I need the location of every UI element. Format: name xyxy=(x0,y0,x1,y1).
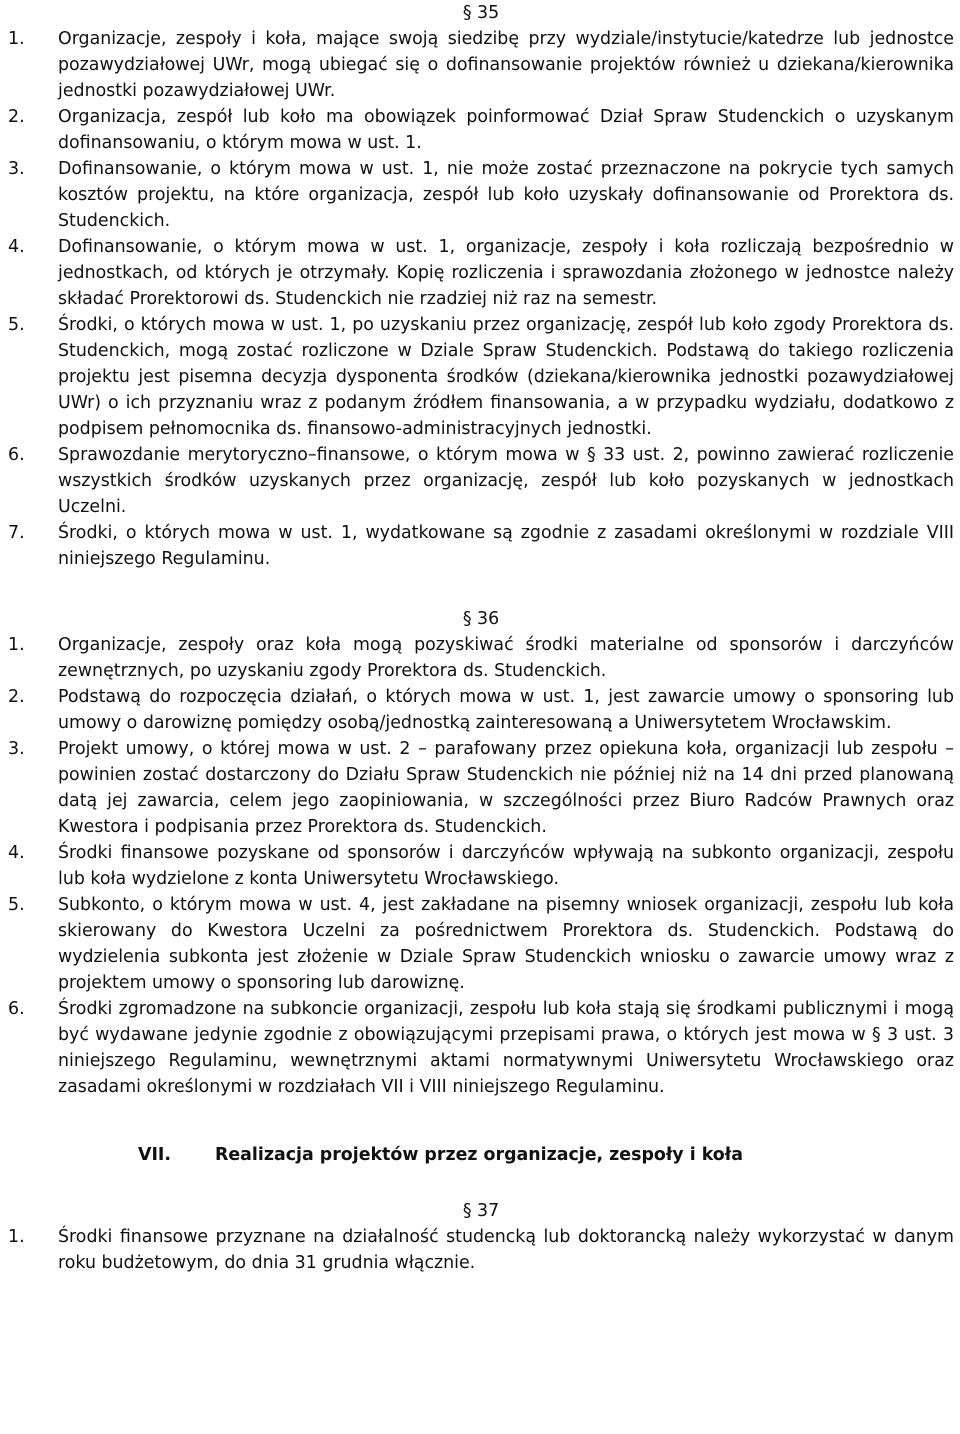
item-text: Organizacja, zespół lub koło ma obowiązek poinformować Dział Spraw Studenckich o uzyskanym dofinansowaniu, o którym mowa w ust. 1. xyxy=(58,107,954,153)
item-number: 2. xyxy=(8,107,25,127)
item-text: Projekt umowy, o której mowa w ust. 2 – parafowany przez opiekuna koła, organizacji lub zespołu – powinien zostać dostarczony do Działu Spraw Studenckich nie później niż na 14 dni przed planowaną datą jej zawarcia, celem jego zaopiniowania, w szczególności przez Biuro Radców Prawnych oraz Kwestora i podpisania przez Prorektora ds. Studenckich. xyxy=(58,739,954,837)
list-item xyxy=(8,1224,954,1276)
list-item xyxy=(8,520,954,572)
spacer xyxy=(8,572,954,606)
list-item xyxy=(8,736,954,840)
item-text: Środki, o których mowa w ust. 1, wydatkowane są zgodnie z zasadami określonymi w rozdziale VIII niniejszego Regulaminu. xyxy=(58,523,954,569)
list-item xyxy=(8,26,954,104)
item-text: Środki, o których mowa w ust. 1, po uzyskaniu przez organizację, zespół lub koło zgody Prorektora ds. Studenckich, mogą zostać rozliczone w Dziale Spraw Studenckich. Podstawą do takiego rozliczenia projektu jest pisemna decyzja dysponenta środków (dziekana/kierownika jednostki pozawydziałowej UWr) o ich przyznaniu wraz z podanym źródłem finansowania, a w przypadku wydziału, dodatkowo z podpisem pełnomocnika ds. finansowo-administracyjnych jednostki. xyxy=(58,315,954,439)
section-heading-36: § 36 xyxy=(462,609,500,629)
item-number: 6. xyxy=(8,445,25,465)
item-text: Organizacje, zespoły oraz koła mogą pozyskiwać środki materialne od sponsorów i darczyńców zewnętrznych, po uzyskaniu zgody Prorektora ds. Studenckich. xyxy=(58,635,954,681)
item-number: 5. xyxy=(8,895,25,915)
item-text: Sprawozdanie merytoryczno–finansowe, o którym mowa w § 33 ust. 2, powinno zawierać rozliczenie wszystkich środków uzyskanych przez organizację, zespół lub koło pozyskanych w jednostkach Uczelni. xyxy=(58,445,954,517)
section-36-list xyxy=(8,632,954,1100)
chapter-number: VII. xyxy=(138,1145,172,1165)
list-item xyxy=(8,442,954,520)
item-number: 1. xyxy=(8,635,25,655)
item-number: 3. xyxy=(8,739,25,759)
item-text: Środki zgromadzone na subkoncie organizacji, zespołu lub koła stają się środkami publicznymi i mogą być wydawane jedynie zgodnie z obowiązującymi przepisami prawa, o których jest mowa w § 3 ust. 3 niniejszego Regulaminu, wewnętrznymi aktami normatywnymi Uniwersytetu Wrocławskiego oraz zasadami określonymi w rozdziałach VII i VIII niniejszego Regulaminu. xyxy=(58,999,954,1097)
list-item xyxy=(8,892,954,996)
list-item xyxy=(8,234,954,312)
item-text: Organizacje, zespoły i koła, mające swoją siedzibę przy wydziale/instytucie/katedrze lub jednostce pozawydziałowej UWr, mogą ubiegać się o dofinansowanie projektów również u dziekana/kierownika jednostki pozawydziałowej UWr. xyxy=(58,29,954,101)
list-item xyxy=(8,104,954,156)
item-number: 2. xyxy=(8,687,25,707)
section-heading-35: § 35 xyxy=(462,3,500,23)
item-number: 4. xyxy=(8,237,25,257)
item-text: Dofinansowanie, o którym mowa w ust. 1, organizacje, zespoły i koła rozliczają bezpośrednio w jednostkach, od których je otrzymały. Kopię rozliczenia i sprawozdania złożonego w jednostce należy składać Prorektorowi ds. Studenckich nie rzadziej niż raz na semestr. xyxy=(58,237,954,309)
item-text: Subkonto, o którym mowa w ust. 4, jest zakładane na pisemny wniosek organizacji, zespołu lub koła skierowany do Kwestora Uczelni za pośrednictwem Prorektora ds. Studenckich. Podstawą do wydzielenia subkonta jest złożenie w Dziale Spraw Studenckich wniosku o zawarcie umowy wraz z projektem umowy o sponsoring lub darowiznę. xyxy=(58,895,954,993)
list-item xyxy=(8,996,954,1100)
spacer xyxy=(8,1100,954,1142)
spacer xyxy=(8,1168,954,1198)
list-item xyxy=(8,312,954,442)
item-number: 3. xyxy=(8,159,25,179)
item-text: Środki finansowe pozyskane od sponsorów i darczyńców wpływają na subkonto organizacji, zespołu lub koła wydzielone z konta Uniwersytetu Wrocławskiego. xyxy=(58,843,954,889)
item-number: 5. xyxy=(8,315,25,335)
item-text: Środki finansowe przyznane na działalność studencką lub doktorancką należy wykorzystać w danym roku budżetowym, do dnia 31 grudnia włącznie. xyxy=(58,1227,954,1273)
list-item xyxy=(8,632,954,684)
item-number: 6. xyxy=(8,999,25,1019)
item-text: Dofinansowanie, o którym mowa w ust. 1, nie może zostać przeznaczone na pokrycie tych samych kosztów projektu, na które organizacja, zespół lub koło uzyskały dofinansowanie od Prorektora ds. Studenckich. xyxy=(58,159,954,231)
section-35-list xyxy=(8,26,954,572)
list-item xyxy=(8,840,954,892)
list-item xyxy=(8,156,954,234)
list-item xyxy=(8,684,954,736)
item-number: 1. xyxy=(8,1227,25,1247)
section-37-list xyxy=(8,1224,954,1276)
chapter-title: Realizacja projektów przez organizacje, zespoły i koła xyxy=(215,1145,743,1165)
item-number: 4. xyxy=(8,843,25,863)
chapter-heading xyxy=(8,1142,954,1168)
item-number: 7. xyxy=(8,523,25,543)
item-text: Podstawą do rozpoczęcia działań, o których mowa w ust. 1, jest zawarcie umowy o sponsoring lub umowy o darowiznę pomiędzy osobą/jednostką zainteresowaną a Uniwersytetem Wrocławskim. xyxy=(58,687,954,733)
item-number: 1. xyxy=(8,29,25,49)
section-heading-37: § 37 xyxy=(462,1201,500,1221)
